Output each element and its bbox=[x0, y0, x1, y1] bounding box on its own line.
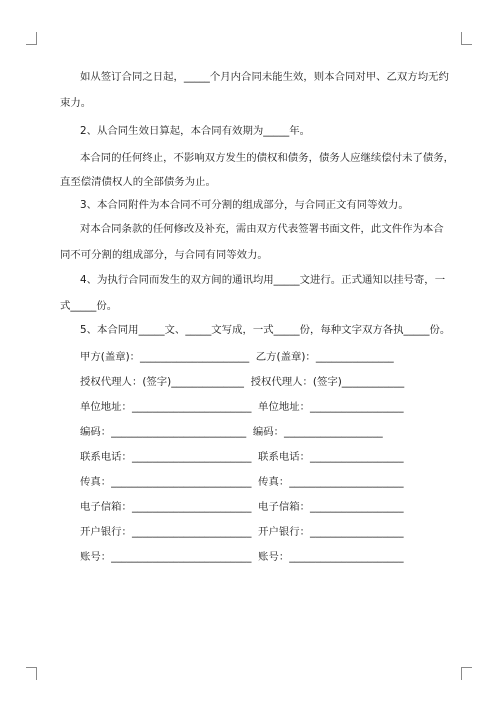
signature-field-agent bbox=[80, 375, 404, 389]
corner-mark-bottom-left bbox=[26, 667, 37, 680]
field-text: 单位地址：_______________________ 单位地址：__________________ bbox=[80, 401, 404, 413]
paragraph-line bbox=[80, 198, 442, 212]
paragraph-text: 直至偿清债权人的全部债务为止。 bbox=[60, 176, 216, 188]
field-phone bbox=[80, 450, 404, 464]
paragraph-line bbox=[80, 323, 451, 337]
paragraph-text: 4、为执行合同而发生的双方间的通讯均用_____文进行。正式通知以挂号寄，一 bbox=[80, 274, 446, 286]
field-postcode bbox=[80, 425, 383, 439]
corner-mark-top-right bbox=[461, 32, 472, 45]
field-text: 电子信箱：_______________________ 电子信箱：__________________ bbox=[80, 501, 404, 513]
field-email bbox=[80, 500, 404, 514]
paragraph-line bbox=[80, 151, 455, 165]
paragraph-text: 同不可分割的组成部分，与合同有同等效力。 bbox=[60, 249, 268, 261]
paragraph-line bbox=[80, 70, 449, 84]
paragraph-line bbox=[80, 222, 442, 236]
field-bank bbox=[80, 525, 404, 539]
corner-mark-bottom-right bbox=[461, 667, 472, 680]
paragraph-text: 如从签订合同之日起，_____个月内合同未能生效，则本合同对甲、乙双方均无约 bbox=[80, 71, 449, 83]
paragraph-text: 2、从合同生效日算起，本合同有效期为_____年。 bbox=[80, 125, 311, 137]
field-text: 授权代理人：(签字)______________ 授权代理人：(签字)____________ bbox=[80, 376, 405, 388]
corner-mark-top-left bbox=[26, 32, 37, 45]
field-text: 传真：___________________________ 传真：______________________ bbox=[80, 476, 404, 488]
paragraph-text: 本合同的任何终止，不影响双方发生的债权和债务，债务人应继续偿付未了债务， bbox=[80, 152, 455, 164]
field-text: 甲方(盖章)：_____________________ 乙方(盖章)：_______________ bbox=[80, 351, 394, 363]
field-text: 账号：___________________________ 账号：______________________ bbox=[80, 551, 404, 563]
paragraph-text: 5、本合同用_____文、_____文写成，一式_____份，每种文字双方各执_____份。 bbox=[80, 324, 451, 336]
paragraph-text: 3、本合同附件为本合同不可分割的组成部分，与合同正文有同等效力。 bbox=[80, 199, 409, 211]
field-account bbox=[80, 550, 404, 564]
field-text: 编码：__________________________ 编码：___________________ bbox=[80, 426, 383, 438]
paragraph-line bbox=[60, 96, 442, 110]
signature-field-party bbox=[80, 350, 394, 364]
paragraph-text: 式_____份。 bbox=[60, 300, 118, 312]
paragraph-line bbox=[60, 248, 442, 262]
field-address bbox=[80, 400, 404, 414]
field-text: 开户银行：_______________________ 开户银行：__________________ bbox=[80, 526, 404, 538]
paragraph-line bbox=[60, 175, 442, 189]
paragraph-line bbox=[60, 299, 442, 313]
paragraph-line bbox=[80, 124, 442, 138]
field-fax bbox=[80, 475, 404, 489]
paragraph-line bbox=[80, 273, 446, 287]
paragraph-text: 对本合同条款的任何修改及补充，需由双方代表签署书面文件，此文件作为本合 bbox=[80, 223, 444, 235]
field-text: 联系电话：_______________________ 联系电话：__________________ bbox=[80, 451, 404, 463]
paragraph-text: 束力。 bbox=[60, 97, 92, 109]
